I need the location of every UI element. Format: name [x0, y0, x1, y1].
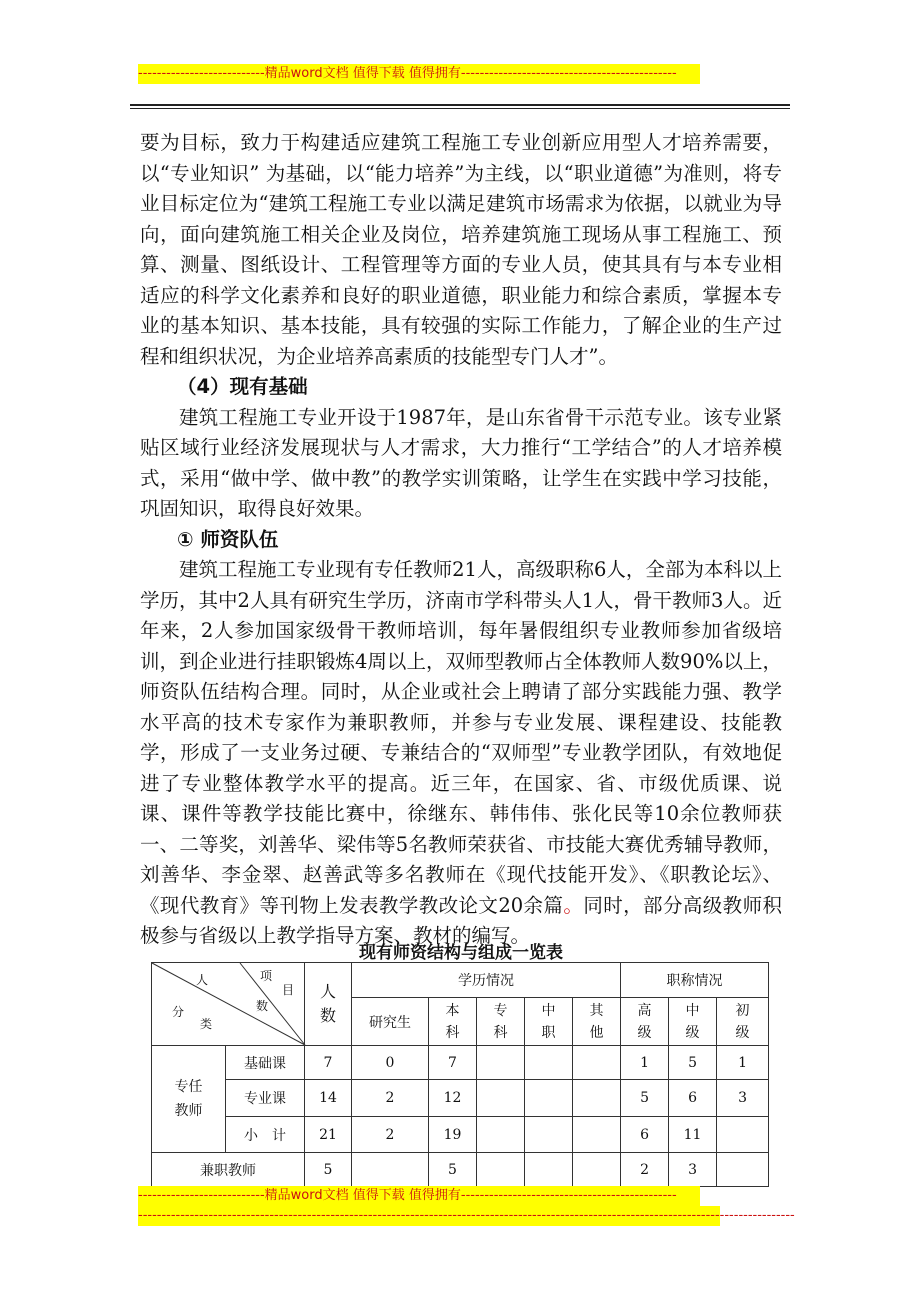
table-row	[152, 1117, 769, 1153]
footer-banner-dashes: --------------------------------------------------------------------------------------------------------------------------------------------	[138, 1206, 720, 1226]
staff-table	[151, 962, 769, 1187]
cell	[525, 1080, 573, 1117]
edu-col-college: 专 科	[477, 998, 525, 1046]
cell: 11	[669, 1117, 717, 1153]
table-title: 现有师资结构与组成一览表	[359, 943, 563, 963]
cell: 1	[621, 1046, 669, 1080]
table-row	[152, 1153, 769, 1187]
edu-col-postgrad: 研究生	[352, 998, 429, 1046]
corner-xiang: 项	[260, 969, 273, 983]
section-heading-teachers: ① 师资队伍	[177, 527, 279, 551]
header-rule	[130, 104, 790, 106]
cell	[525, 1117, 573, 1153]
cell	[525, 1046, 573, 1080]
table-row	[152, 1080, 769, 1117]
edu-col-other: 其 他	[573, 998, 621, 1046]
section-heading-basis: （4）现有基础	[177, 375, 308, 398]
footer-banner: ---------------------------精品word文档 值得下载 值得拥有----------------------------------------------	[138, 1186, 700, 1206]
row-count: 5	[305, 1153, 352, 1187]
cell	[573, 1046, 621, 1080]
document-body	[140, 128, 782, 952]
diagonal-header-cell	[152, 963, 305, 1046]
cell	[525, 1153, 573, 1187]
cell: 5	[621, 1080, 669, 1117]
corner-lei: 类	[200, 1017, 213, 1031]
title-col-senior: 高 级	[621, 998, 669, 1046]
cell	[352, 1153, 429, 1187]
cell: 12	[429, 1080, 477, 1117]
cell	[573, 1080, 621, 1117]
table-row	[152, 1046, 769, 1080]
row-count: 21	[305, 1117, 352, 1153]
cell: 7	[429, 1046, 477, 1080]
paragraph-basis: 建筑工程施工专业开设于1987年，是山东省骨干示范专业。该专业紧贴区域行业经济发展现状与人才需求，大力推行“工学结合”的人才培养模式，采用“做中学、做中教”的教学实训策略，让学生在实践中学习技能，巩固知识，取得良好效果。	[140, 405, 782, 520]
cell: 19	[429, 1117, 477, 1153]
cell	[477, 1153, 525, 1187]
row-label: 基础课	[226, 1046, 305, 1080]
cell: 1	[717, 1046, 769, 1080]
row-count: 7	[305, 1046, 352, 1080]
corner-ren: 人	[196, 973, 209, 987]
cell: 2	[352, 1117, 429, 1153]
cell: 0	[352, 1046, 429, 1080]
header-banner: ---------------------------精品word文档 值得下载 值得拥有----------------------------------------------	[138, 64, 700, 84]
row-label: 小 计	[226, 1117, 305, 1153]
header-title: 职称情况	[621, 963, 769, 998]
cell	[477, 1117, 525, 1153]
cell: 3	[717, 1080, 769, 1117]
corner-mu: 目	[282, 983, 295, 997]
edu-col-vocational: 中 职	[525, 998, 573, 1046]
cell: 3	[669, 1153, 717, 1187]
group-fulltime: 专任 教师	[152, 1046, 226, 1153]
cell	[477, 1080, 525, 1117]
cell: 5	[669, 1046, 717, 1080]
cell	[573, 1117, 621, 1153]
teachers-text-end: 同时，部分高级教师积极参与省级以上教学指导方案、教材的编写。	[140, 893, 782, 947]
row-label: 兼职教师	[152, 1153, 305, 1187]
title-col-middle: 中 级	[669, 998, 717, 1046]
title-col-junior: 初 级	[717, 998, 769, 1046]
header-count: 人 数	[305, 963, 352, 1046]
cell	[717, 1117, 769, 1153]
cell	[573, 1153, 621, 1187]
red-period: 。	[563, 893, 584, 917]
cell: 6	[621, 1117, 669, 1153]
paragraph-goal: 要为目标，致力于构建适应建筑工程施工专业创新应用型人才培养需要，以“专业知识” 为基础，以“能力培养”为主线，以“职业道德”为准则，将专业目标定位为“建筑工程施工专业以满足建筑市场需求为依据，以就业为导向，面向建筑施工相关企业及岗位，培养建筑施工现场从事工程施工、预算、测量、图纸设计、工程管理等方面的专业人员，使其具有与本专业相适应的科学文化素养和良好的职业道德，职业能力和综合素质，掌握本专业的基本知识、基本技能，具有较强的实际工作能力，了解企业的生产过程和组织状况，为企业培养高素质的技能型专门人才”。	[140, 131, 782, 368]
paragraph-teachers	[140, 555, 782, 952]
edu-col-bachelor: 本 科	[429, 998, 477, 1046]
corner-shu: 数	[256, 999, 269, 1013]
teachers-text: 建筑工程施工专业现有专任教师21人，高级职称6人，全部为本科以上学历，其中2人具有研究生学历，济南市学科带头人1人，骨干教师3人。近年来，2人参加国家级骨干教师培训，每年暑假组织专业教师参加省级培训，到企业进行挂职锻炼4周以上，双师型教师占全体教师人数90%以上，师资队伍结构合理。同时，从企业或社会上聘请了部分实践能力强、教学水平高的技术专家作为兼职教师，并参与专业发展、课程建设、技能教学，形成了一支业务过硬、专兼结合的“双师型”专业教学团队，有效地促进了专业整体教学水平的提高。近三年，在国家、省、市级优质课、说课、课件等教学技能比赛中，徐继东、韩伟伟、张化民等10余位教师获一、二等奖，刘善华、梁伟等5名教师荣获省、市技能大赛优秀辅导教师，刘善华、李金翠、赵善武等多名教师在《现代技能开发》、《职教论坛》、《现代教育》等刊物上发表教学教改论文20余篇	[140, 558, 782, 917]
header-education: 学历情况	[352, 963, 621, 998]
cell: 6	[669, 1080, 717, 1117]
row-count: 14	[305, 1080, 352, 1117]
cell: 5	[429, 1153, 477, 1187]
header-rule-thin	[130, 108, 790, 109]
cell	[717, 1153, 769, 1187]
cell: 2	[621, 1153, 669, 1187]
row-label: 专业课	[226, 1080, 305, 1117]
cell	[477, 1046, 525, 1080]
corner-fen: 分	[172, 1005, 185, 1019]
cell: 2	[352, 1080, 429, 1117]
